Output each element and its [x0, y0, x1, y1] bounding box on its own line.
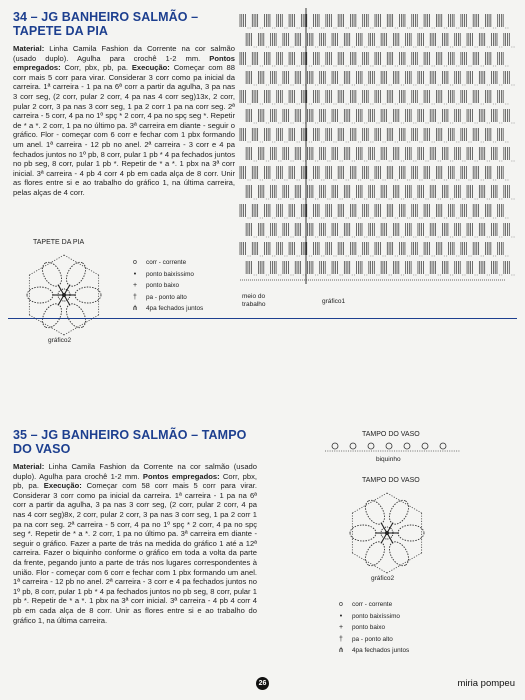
- flower-petal: [39, 259, 66, 290]
- flower-petal: [350, 525, 376, 541]
- picot-loop: [368, 443, 374, 449]
- legend-text: ponto baixo: [352, 624, 386, 632]
- legend-text: pa - ponto alto: [352, 635, 393, 643]
- section2-flower-diagram: [343, 488, 431, 578]
- legend-item: [336, 645, 409, 657]
- legend-text: corr - corrente: [352, 601, 393, 609]
- legend-item: [336, 622, 409, 634]
- section2-instructions: [13, 462, 257, 625]
- section1-text-run: Começar com 88 corr mais 5 corr para virar. Considerar 3 corr como pa inicial da carreira. 1ª carreira - 1 pa na 6ª corr a partir da agulha, 3 pa nas 3 corr seg, (2 corr, pular 2 corr, 4 pa nas 4 corr seg)13x, 2 corr, pular 2 corr, 3 pa nas 3 corr seg, 1 pa 2 corr 1 pa na corr seg. 2ª carreira - 5 corr, 4 pa no 1º spç * 2 corr, 4 pa no spç seg *. Repetir de * a *. 2 corr, 1 pa no último pa. 3ª carreira em diante - seguir o gráfico. Flor - começar com 6 corr e fechar com 1 pbx formando um anel. 1ª carreira - 12 pb no anel. 2ª carreira - 3 corr e 4 pa fechados juntos no 1º pb, 8 corr, pular 1 pb * 4 pa fechados juntos no pb seg, 8 corr, pular 1 pb *. Repetir de * a *. 1 pbx na 3ª corr inicial. 3ª carreira - 4 pb 4 corr 4 pb em cada alça de 8 corr. Unir as flores entre si e ao trabalho do gráfico 1, na última carreira, pelas alças de 4 corr.: [13, 63, 235, 197]
- flower-edge: [64, 255, 99, 275]
- legend-symbol: •: [133, 270, 137, 278]
- legend-symbol: +: [132, 282, 138, 290]
- section2-title: [13, 428, 313, 456]
- section1-title-line2: TAPETE DA PIA: [13, 24, 109, 38]
- flower-edge: [352, 493, 387, 513]
- legend-text: ponto baixíssimo: [352, 612, 400, 620]
- legend-symbol: •: [339, 612, 343, 620]
- flower-center: [385, 531, 389, 535]
- section1-grid-caption: gráfico1: [322, 298, 346, 305]
- flower-petal: [39, 301, 66, 332]
- flower-petal: [386, 539, 413, 570]
- legend-item: [130, 257, 203, 269]
- legend-text: ponto baixíssimo: [146, 270, 194, 278]
- section2-text-run: Linha Camila Fashion da Corrente na cor salmão (usado duplo). Agulha para crochê 1-2 mm.: [13, 462, 257, 481]
- section1-text-run: Linha Camila Fashion da Corrente na cor salmão (usado duplo). Agulha para crochê 1-2 mm.: [13, 44, 235, 63]
- section2-title-line1: 35 – JG BANHEIRO SALMÃO – TAMPO: [13, 428, 247, 442]
- section2-text-run: Execução:: [43, 481, 82, 491]
- section1-diagram-caption: gráfico2: [48, 337, 72, 344]
- picot-loop: [440, 443, 446, 449]
- legend-text: ponto baixo: [146, 282, 180, 290]
- section2-text-run: Material:: [13, 462, 45, 471]
- picot-loop: [386, 443, 392, 449]
- legend-item: [130, 280, 203, 292]
- section2-diagram-title: TAMPO DO VASO: [362, 477, 420, 484]
- section1-title: [13, 10, 233, 38]
- flower-center: [62, 293, 66, 297]
- legend-item: [130, 292, 203, 304]
- legend-item: [336, 599, 409, 611]
- flower-petal: [63, 259, 90, 290]
- flower-petal: [75, 287, 101, 303]
- section1-stitch-grid: [236, 8, 516, 290]
- publisher-brand: miria pompeu: [457, 678, 515, 689]
- section1-text-run: Corr, pbx, pb, pa.: [60, 63, 132, 73]
- flower-edge: [352, 553, 387, 573]
- picot-loop: [332, 443, 338, 449]
- section1-flower-diagram: [20, 250, 108, 340]
- legend-item: [336, 611, 409, 623]
- section2-diagram-caption: gráfico2: [371, 575, 395, 582]
- flower-petal: [362, 497, 389, 528]
- section1-text-run: Execução:: [131, 63, 170, 73]
- section2-text-run: Começar com 58 corr mais 5 corr para virar. Considerar 3 corr como pa inicial da carreira. 1ª carreira - 1 pa na 6ª corr a partir da agulha, 3 pa nas 3 corr seg, (2 corr, pular 2 corr, 4 pa nas 4 corr seg)8x, 2 corr, pular 2 corr, 3 pa nas 3 corr seg, 1 pa 2 corr 1 pa na corr seg. 2ª carreira - 5 corr, 4 pa no 1º spç * 2 corr, 4 pa no spç seg *. Repetir de * a *. 2 corr, 1 pa no último pa. 3ª carreira em diante - seguir o gráfico. Fazer a parte de trás na medida do gráfico 1 até a 12ª carreira. Fazer o biquinho conforme o gráfico em toda a volta da parte da frente, pegando junto a parte de trás nos lugares correspondentes à união. Flor - começar com 6 corr e fechar com 1 pbx formando um anel. 1ª carreira - 12 pb no anel. 2ª carreira - 3 corr e 4 pa fechados juntos no 1º pb, 8 corr, pular 1 pb * 4 pa fechados juntos no pb seg, 8 corr, pular 1 pb *. Repetir de * a *. 1 pbx na 3ª corr inicial. 3ª carreira - 4 pb 4 corr 4 pb em cada alça de 8 corr. Unir as flores entre si e ao trabalho do gráfico 1, na última carreira.: [13, 481, 257, 625]
- section2-title-line2: DO VASO: [13, 442, 71, 456]
- section2-picot-title: TAMPO DO VASO: [362, 431, 420, 438]
- picot-loop: [422, 443, 428, 449]
- legend-symbol: ⋔: [338, 647, 344, 655]
- section2-text-run: Corr, pbx, pb, pa.: [13, 471, 257, 491]
- flower-petal: [398, 525, 424, 541]
- section1-title-line1: 34 – JG BANHEIRO SALMÃO –: [13, 10, 199, 24]
- legend-text: 4pa fechados juntos: [146, 305, 204, 313]
- flower-petal: [63, 301, 90, 332]
- legend-item: [336, 634, 409, 646]
- legend-symbol: o: [339, 601, 343, 609]
- picot-edge-diagram: [325, 440, 460, 454]
- section2-text-run: Pontos empregados:: [142, 471, 220, 481]
- grid-middle-label: [242, 293, 266, 308]
- legend-item: [130, 269, 203, 281]
- picot-loop: [350, 443, 356, 449]
- legend-item: [130, 303, 203, 315]
- section2-legend: [336, 599, 409, 657]
- legend-symbol: †: [339, 635, 343, 643]
- section1-legend: [130, 257, 203, 315]
- section1-instructions: [13, 44, 235, 198]
- legend-symbol: o: [133, 259, 137, 267]
- legend-text: 4pa fechados juntos: [352, 647, 410, 655]
- flower-petal: [27, 287, 53, 303]
- flower-petal: [386, 497, 413, 528]
- legend-symbol: +: [338, 624, 344, 632]
- flower-edge: [29, 255, 64, 275]
- flower-edge: [387, 493, 422, 513]
- section1-text-run: Pontos empregados:: [13, 53, 235, 73]
- section-divider: [8, 318, 517, 319]
- legend-symbol: †: [133, 293, 137, 301]
- section2-picot-caption: biquinho: [376, 456, 401, 463]
- page-number: 26: [256, 677, 269, 690]
- legend-text: corr - corrente: [146, 259, 187, 267]
- grid-middle-label-line2: trabalho: [242, 300, 266, 308]
- legend-symbol: ⋔: [132, 305, 138, 313]
- flower-petal: [362, 539, 389, 570]
- section1-diagram-title: TAPETE DA PIA: [33, 239, 85, 246]
- grid-middle-label-line1: meio do: [242, 293, 266, 300]
- section1-text-run: Material:: [13, 44, 45, 53]
- flower-edge: [387, 553, 422, 573]
- picot-loop: [404, 443, 410, 449]
- legend-text: pa - ponto alto: [146, 293, 187, 301]
